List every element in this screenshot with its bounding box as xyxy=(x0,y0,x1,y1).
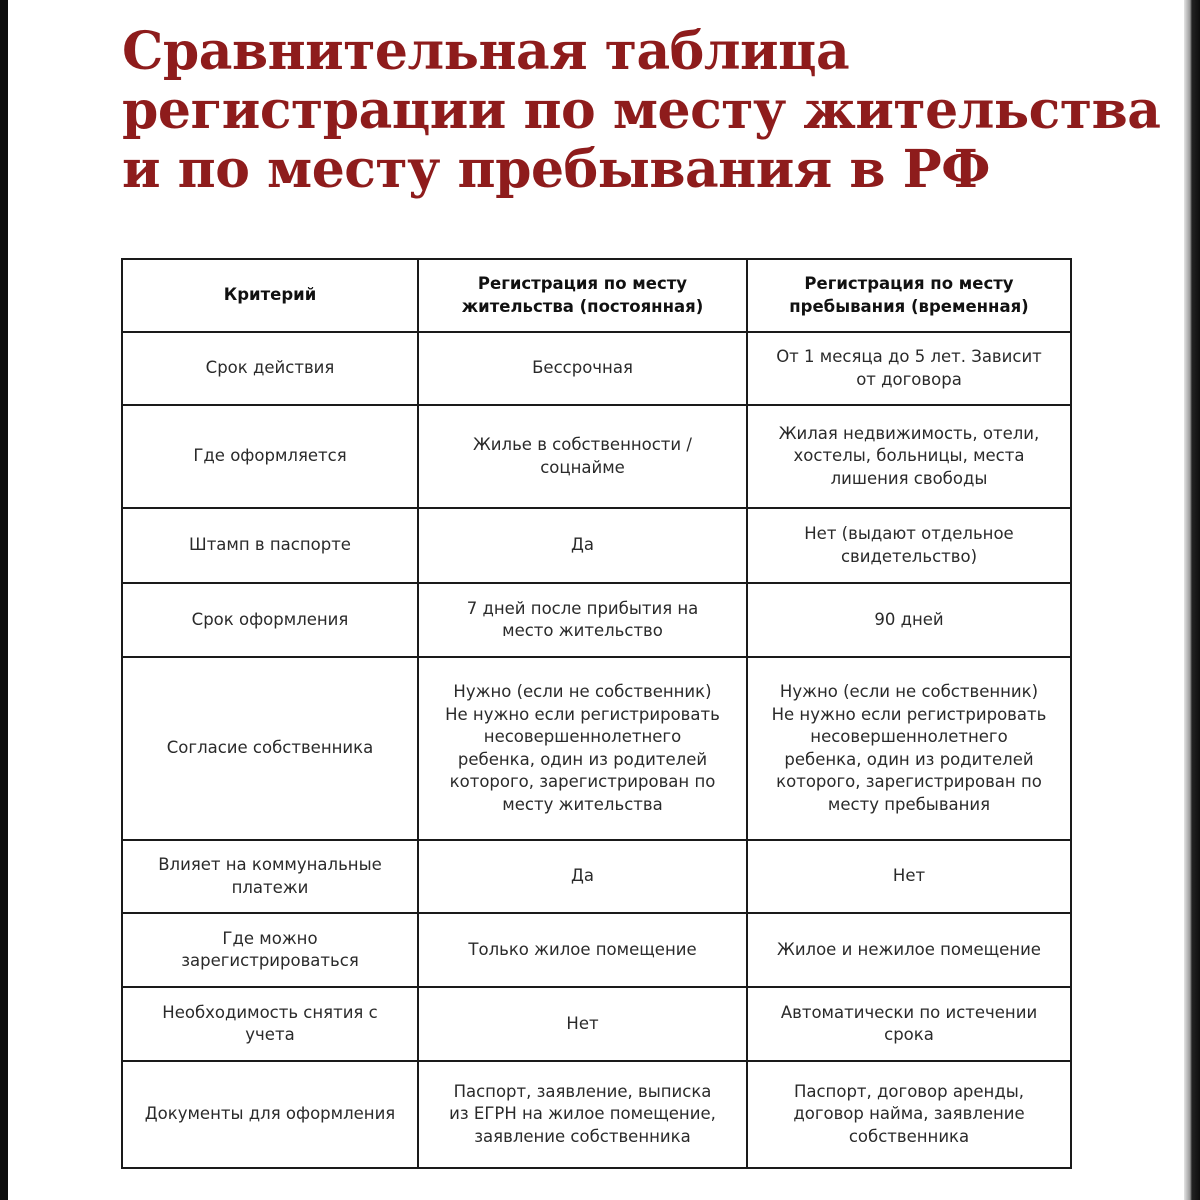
table-row xyxy=(122,1061,1071,1168)
cell-text: Нужно (если не собственник) xyxy=(779,682,1039,701)
cell-text: Нужно (если не собственник) xyxy=(453,682,712,701)
permanent-cell xyxy=(418,657,747,840)
cell-text: месту жительства xyxy=(502,794,663,814)
cell-text: месту пребывания xyxy=(827,794,991,814)
table-row xyxy=(122,405,1071,508)
header-criterion xyxy=(122,259,418,332)
title-line: и по месту пребывания в РФ xyxy=(122,139,991,200)
comparison-table xyxy=(121,258,1072,1169)
table-row xyxy=(122,840,1071,913)
cell-text: несовершеннолетнего xyxy=(483,727,682,746)
cell-text: лишения свободы xyxy=(830,468,988,488)
criterion-cell xyxy=(122,332,418,405)
cell-text: зарегистрироваться xyxy=(181,951,359,970)
permanent-cell xyxy=(418,405,747,508)
cell-text: Документы для оформления xyxy=(144,1104,396,1124)
cell-text: договор найма, заявление xyxy=(793,1104,1025,1124)
temporary-cell xyxy=(747,583,1071,657)
criterion-cell xyxy=(122,987,418,1061)
cell-text: Да xyxy=(570,866,594,886)
permanent-cell xyxy=(418,987,747,1061)
table-row xyxy=(122,332,1071,405)
table-row xyxy=(122,987,1071,1061)
cell-text: от договора xyxy=(856,369,962,389)
header-text: жительства (постоянная) xyxy=(461,296,704,316)
criterion-cell xyxy=(122,508,418,583)
cell-text: Срок оформления xyxy=(191,609,349,629)
table-row xyxy=(122,657,1071,840)
permanent-cell xyxy=(418,913,747,987)
table-header-row xyxy=(122,259,1071,332)
cell-text: Паспорт, заявление, выписка xyxy=(453,1081,712,1101)
criterion-cell xyxy=(122,840,418,913)
cell-text: собственника xyxy=(848,1126,970,1146)
page-title xyxy=(122,21,1161,200)
permanent-cell xyxy=(418,583,747,657)
permanent-cell xyxy=(418,840,747,913)
cell-text: из ЕГРН на жилое помещение, xyxy=(449,1104,716,1124)
cell-text: ребенка, один из родителей xyxy=(457,749,708,769)
temporary-cell xyxy=(747,657,1071,840)
left-border xyxy=(0,0,8,1200)
permanent-cell xyxy=(418,508,747,583)
criterion-cell xyxy=(122,1061,418,1168)
table-row xyxy=(122,508,1071,583)
temporary-cell xyxy=(747,987,1071,1061)
criterion-cell xyxy=(122,583,418,657)
cell-text: Нет xyxy=(892,866,926,886)
header-text: пребывания (временная) xyxy=(789,296,1029,316)
cell-text: Нет xyxy=(566,1013,599,1033)
cell-text: Автоматически по истечении xyxy=(780,1002,1038,1022)
cell-text: 90 дней xyxy=(874,609,944,629)
cell-text: заявление собственника xyxy=(474,1126,691,1146)
cell-text: учета xyxy=(245,1025,295,1044)
cell-text: 7 дней после прибытия на xyxy=(466,598,699,618)
cell-text: Необходимость снятия с xyxy=(162,1002,378,1022)
cell-text: срока xyxy=(884,1025,934,1044)
cell-text: Не нужно если регистрировать xyxy=(771,704,1047,724)
cell-text: свидетельство) xyxy=(840,546,978,566)
cell-text: Согласие собственника xyxy=(166,738,374,758)
header-text: Регистрация по месту xyxy=(477,274,688,293)
temporary-cell xyxy=(747,1061,1071,1168)
cell-text: Паспорт, договор аренды, xyxy=(793,1081,1025,1101)
temporary-cell xyxy=(747,840,1071,913)
cell-text: которого, зарегистрирован по xyxy=(776,772,1042,791)
title-line: Сравнительная таблица xyxy=(122,21,850,82)
cell-text: которого, зарегистрирован по xyxy=(449,772,716,791)
cell-text: Нет (выдают отдельное xyxy=(804,524,1014,543)
temporary-cell xyxy=(747,332,1071,405)
criterion-cell xyxy=(122,405,418,508)
permanent-cell xyxy=(418,1061,747,1168)
temporary-cell xyxy=(747,913,1071,987)
cell-text: Штамп в паспорте xyxy=(189,535,351,555)
cell-text: Жилая недвижимость, отели, xyxy=(778,423,1040,443)
temporary-cell xyxy=(747,508,1071,583)
criterion-cell xyxy=(122,913,418,987)
cell-text: соцнайме xyxy=(540,457,625,477)
cell-text: Жилье в собственности / xyxy=(473,435,692,454)
cell-text: хостелы, больницы, места xyxy=(793,446,1025,466)
header-permanent xyxy=(418,259,747,332)
table-row xyxy=(122,913,1071,987)
cell-text: платежи xyxy=(231,877,309,897)
cell-text: Бессрочная xyxy=(532,358,633,378)
title-line: регистрации по месту жительства xyxy=(122,80,1161,141)
criterion-cell xyxy=(122,657,418,840)
cell-text: Не нужно если регистрировать xyxy=(445,704,720,724)
cell-text: Жилое и нежилое помещение xyxy=(777,939,1041,959)
cell-text: Да xyxy=(570,535,594,555)
cell-text: место жительство xyxy=(502,621,663,640)
cell-text: несовершеннолетнего xyxy=(810,727,1008,746)
header-temporary xyxy=(747,259,1071,332)
permanent-cell xyxy=(418,332,747,405)
header-text: Регистрация по месту xyxy=(804,274,1014,293)
table-row xyxy=(122,583,1071,657)
cell-text: Где оформляется xyxy=(193,446,347,466)
cell-text: Срок действия xyxy=(205,358,335,378)
cell-text: Влияет на коммунальные xyxy=(158,855,382,874)
cell-text: Где можно xyxy=(222,928,318,948)
header-text: Критерий xyxy=(223,285,317,305)
cell-text: ребенка, один из родителей xyxy=(784,749,1034,769)
right-border xyxy=(1184,0,1200,1200)
cell-text: От 1 месяца до 5 лет. Зависит xyxy=(776,347,1042,366)
temporary-cell xyxy=(747,405,1071,508)
cell-text: Только жилое помещение xyxy=(468,939,697,959)
